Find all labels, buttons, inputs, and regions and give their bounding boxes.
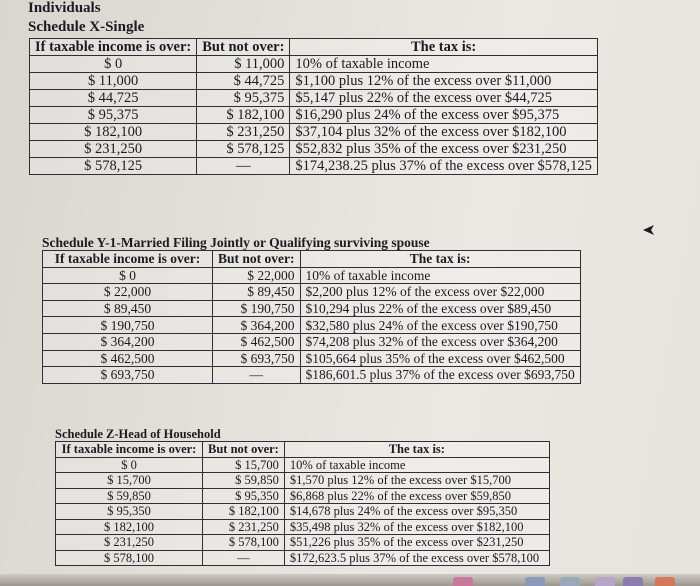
income-not-over-cell: $ 59,850 (203, 473, 285, 489)
income-not-over-cell: $ 190,750 (213, 300, 301, 317)
header-over: If taxable income is over: (30, 39, 197, 56)
tax-formula-cell: $51,226 plus 35% of the excess over $231,250 (284, 535, 549, 551)
table-row (43, 367, 581, 384)
header-not-over: But not over: (213, 251, 301, 268)
table-row (43, 350, 581, 367)
income-over-cell: $ 231,250 (30, 141, 197, 158)
income-not-over-cell: $ 11,000 (197, 56, 290, 73)
table-header-row (43, 251, 581, 268)
income-over-cell: $ 0 (43, 267, 213, 284)
income-not-over-cell: $ 182,100 (203, 504, 285, 520)
table-row (43, 267, 581, 284)
income-over-cell: $ 578,100 (56, 550, 203, 566)
header-tax: The tax is: (290, 39, 597, 56)
table-row (30, 158, 598, 175)
income-not-over-cell: $ 231,250 (197, 124, 290, 141)
tax-formula-cell: $172,623.5 plus 37% of the excess over $578,100 (284, 550, 549, 566)
income-over-cell: $ 182,100 (56, 519, 203, 535)
tax-formula-cell: $32,580 plus 24% of the excess over $190,750 (300, 317, 580, 334)
income-not-over-cell: $ 15,700 (203, 457, 285, 473)
income-over-cell: $ 15,700 (56, 473, 203, 489)
income-not-over-cell: — (213, 367, 301, 384)
header-tax: The tax is: (300, 251, 580, 268)
tax-formula-cell: $37,104 plus 32% of the excess over $182,100 (290, 124, 597, 141)
income-over-cell: $ 364,200 (43, 333, 213, 350)
income-over-cell: $ 44,725 (30, 90, 197, 107)
schedule-x-title: Schedule X-Single (28, 19, 145, 35)
table-row (56, 504, 550, 520)
income-over-cell: $ 95,350 (56, 504, 203, 520)
app-icon (655, 577, 675, 586)
tax-formula-cell: $10,294 plus 22% of the excess over $89,450 (300, 300, 580, 317)
table-row (30, 124, 598, 141)
income-not-over-cell: $ 89,450 (213, 284, 301, 301)
income-not-over-cell: — (197, 158, 290, 175)
income-over-cell: $ 693,750 (43, 367, 213, 384)
income-not-over-cell: $ 22,000 (213, 267, 301, 284)
income-over-cell: $ 11,000 (30, 73, 197, 90)
income-not-over-cell: $ 182,100 (197, 107, 290, 124)
header-not-over: But not over: (197, 39, 290, 56)
income-over-cell: $ 462,500 (43, 350, 213, 367)
app-icon (560, 577, 580, 586)
header-not-over: But not over: (203, 442, 285, 458)
table-row (30, 107, 598, 124)
schedule-z-title: Schedule Z-Head of Household (55, 427, 221, 441)
tax-formula-cell: 10% of taxable income (300, 267, 580, 284)
tax-formula-cell: $2,200 plus 12% of the excess over $22,000 (300, 284, 580, 301)
table-row (56, 457, 550, 473)
schedule-y-title: Schedule Y-1-Married Filing Jointly or Qualifying surviving spouse (42, 235, 430, 250)
tax-formula-cell: $14,678 plus 24% of the excess over $95,350 (284, 504, 549, 520)
tax-formula-cell: $1,570 plus 12% of the excess over $15,700 (284, 473, 549, 489)
income-not-over-cell: $ 364,200 (213, 317, 301, 334)
section-title: Individuals (28, 0, 101, 16)
income-over-cell: $ 0 (56, 457, 203, 473)
table-row (56, 473, 550, 489)
schedule-y-table (42, 250, 581, 384)
screen-bottom-edge (0, 574, 700, 586)
header-over: If taxable income is over: (56, 442, 203, 458)
header-over: If taxable income is over: (43, 251, 213, 268)
tax-formula-cell: 10% of taxable income (284, 457, 549, 473)
table-row (30, 90, 598, 107)
table-row (56, 488, 550, 504)
income-over-cell: $ 190,750 (43, 317, 213, 334)
income-not-over-cell: — (203, 550, 285, 566)
table-row (30, 56, 598, 73)
income-not-over-cell: $ 95,375 (197, 90, 290, 107)
tax-formula-cell: $105,664 plus 35% of the excess over $462,500 (300, 350, 580, 367)
tax-formula-cell: $5,147 plus 22% of the excess over $44,725 (290, 90, 597, 107)
income-not-over-cell: $ 231,250 (203, 519, 285, 535)
table-row (43, 333, 581, 350)
tax-formula-cell: $16,290 plus 24% of the excess over $95,375 (290, 107, 597, 124)
table-row (56, 550, 550, 566)
table-row (43, 284, 581, 301)
table-header-row (56, 442, 550, 458)
app-icon (595, 577, 615, 586)
table-row (30, 141, 598, 158)
header-tax: The tax is: (284, 442, 549, 458)
pointer-arrow-icon (642, 223, 656, 237)
schedule-z-table (55, 441, 550, 566)
income-over-cell: $ 578,125 (30, 158, 197, 175)
tax-formula-cell: $74,208 plus 32% of the excess over $364,200 (300, 333, 580, 350)
schedule-x-table (29, 38, 598, 175)
table-row (43, 317, 581, 334)
income-not-over-cell: $ 462,500 (213, 333, 301, 350)
table-row (56, 519, 550, 535)
income-over-cell: $ 59,850 (56, 488, 203, 504)
table-row (30, 73, 598, 90)
income-not-over-cell: $ 44,725 (197, 73, 290, 90)
tax-formula-cell: $174,238.25 plus 37% of the excess over $578,125 (290, 158, 597, 175)
tax-formula-cell: $186,601.5 plus 37% of the excess over $693,750 (300, 367, 580, 384)
tax-formula-cell: 10% of taxable income (290, 56, 597, 73)
tax-formula-cell: $6,868 plus 22% of the excess over $59,850 (284, 488, 549, 504)
income-not-over-cell: $ 578,125 (197, 141, 290, 158)
income-over-cell: $ 0 (30, 56, 197, 73)
table-header-row (30, 39, 598, 56)
app-icon (525, 577, 545, 586)
app-icon (623, 577, 643, 586)
income-over-cell: $ 89,450 (43, 300, 213, 317)
tax-formula-cell: $52,832 plus 35% of the excess over $231,250 (290, 141, 597, 158)
tax-formula-cell: $1,100 plus 12% of the excess over $11,000 (290, 73, 597, 90)
income-not-over-cell: $ 693,750 (213, 350, 301, 367)
income-not-over-cell: $ 578,100 (203, 535, 285, 551)
income-over-cell: $ 95,375 (30, 107, 197, 124)
income-over-cell: $ 182,100 (30, 124, 197, 141)
app-icon (453, 577, 473, 586)
tax-formula-cell: $35,498 plus 32% of the excess over $182,100 (284, 519, 549, 535)
table-row (56, 535, 550, 551)
table-row (43, 300, 581, 317)
income-not-over-cell: $ 95,350 (203, 488, 285, 504)
income-over-cell: $ 231,250 (56, 535, 203, 551)
income-over-cell: $ 22,000 (43, 284, 213, 301)
